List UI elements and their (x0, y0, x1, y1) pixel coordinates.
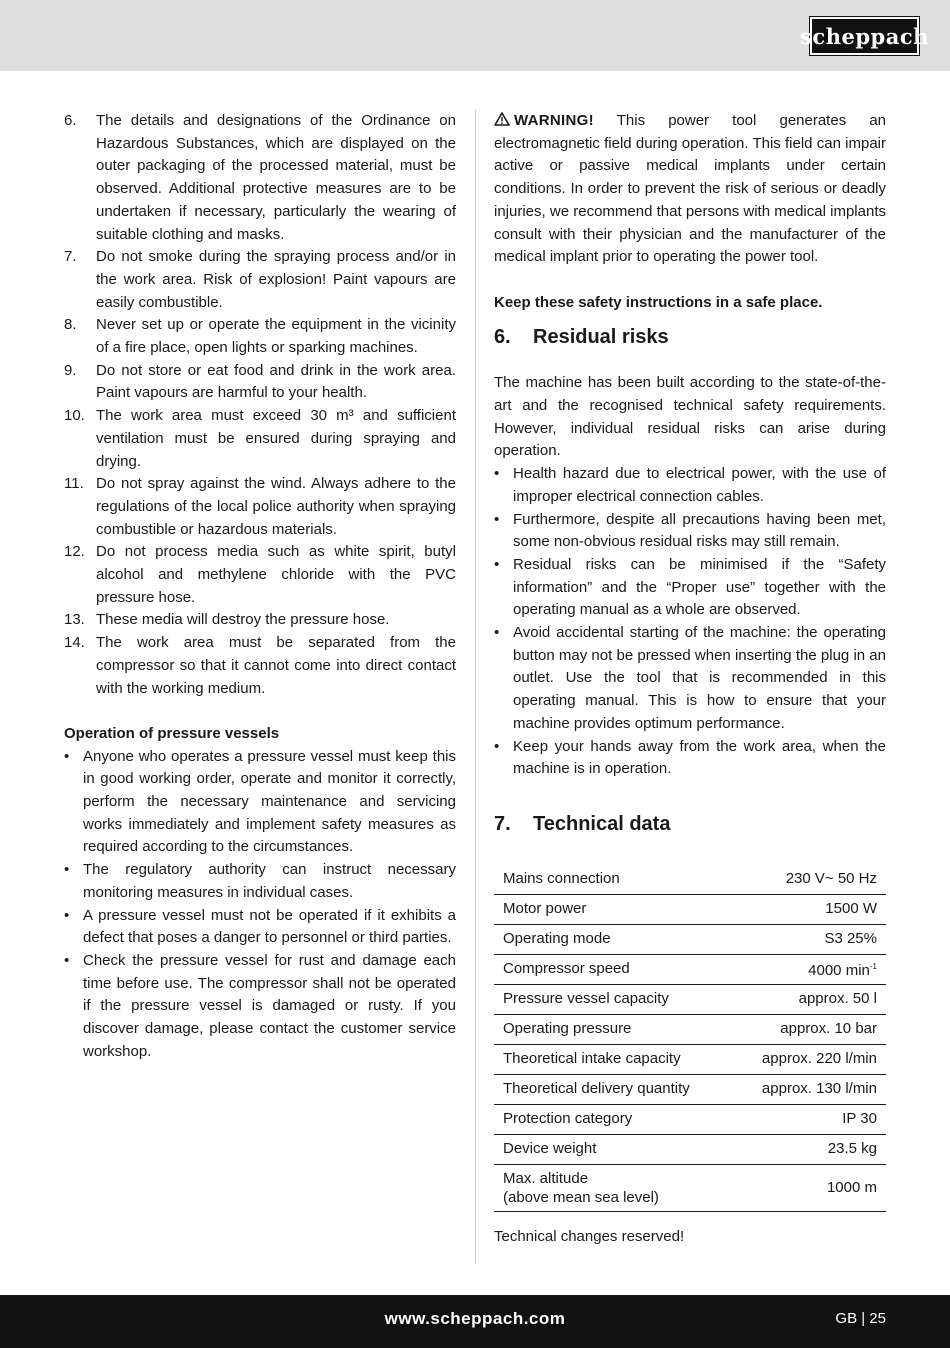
footer-bar (0, 1295, 950, 1348)
list-item (64, 314, 456, 359)
item-text: The details and designations of the Ordinance on Hazardous Substances, which are displayed on the outer packaging of the processed material, must be observed. Additional protective measures are to be undertaken if necessary, particularly the wearing of suitable clothing and masks. (96, 112, 456, 243)
technical-changes-note: Technical changes reserved! (494, 1227, 685, 1245)
item-number: 7. (64, 248, 77, 266)
section-number: 6. (494, 325, 511, 348)
item-number: 10. (64, 407, 85, 425)
right-column (494, 110, 886, 1249)
item-number: 13. (64, 611, 85, 629)
spec-value (732, 1074, 886, 1104)
warning-paragraph (494, 110, 886, 269)
spec-label (494, 1164, 732, 1211)
pressure-vessels-heading: Operation of pressure vessels (64, 724, 280, 742)
spec-value (732, 1014, 886, 1044)
residual-risks-intro: The machine has been built according to the state-of-the-art and the recognised technical safety requirements. However, individual residual risks can arise during operation. (494, 374, 886, 460)
list-item (64, 405, 456, 473)
safety-numbered-list (64, 110, 456, 700)
spec-value-text: approx. 10 bar (780, 1020, 877, 1038)
spec-value-text: S3 25% (824, 930, 877, 948)
residual-risks-list (494, 463, 886, 781)
spec-label: Pressure vessel capacity (494, 984, 732, 1014)
section-number: 7. (494, 812, 511, 835)
spec-value-text: 230 V~ 50 Hz (785, 870, 877, 888)
item-text: Do not process media such as white spirit, butyl alcohol and methylene chloride with the PVC pressure hose. (96, 543, 456, 606)
spec-label: Operating mode (494, 924, 732, 954)
warning-text: This power tool generates an electromagnetic field during operation. This field can impair active or passive medical implants under certain conditions. In order to prevent the risk of serious or deadly injuries, we recommend that persons with medical implants consult with their physician and the manufacturer of the medical implant prior to operating the power tool. (494, 112, 886, 266)
spec-value (732, 1134, 886, 1164)
item-text: Do not smoke during the spraying process and/or in the work area. Risk of explosion! Paint vapours are easily combustible. (96, 248, 456, 311)
left-column (64, 110, 456, 1064)
item-number: 11. (64, 475, 84, 493)
warning-triangle-icon (494, 112, 510, 126)
bullet-text: Check the pressure vessel for rust and damage each time before use. The compressor shall not be operated if the pressure vessel is damaged or rusty. If you discover damage, please contact the customer service workshop. (83, 952, 456, 1060)
spec-value (732, 1104, 886, 1134)
altitude-label-line1: Max. altitude (503, 1169, 589, 1187)
item-number: 14. (64, 634, 85, 652)
item-number: 9. (64, 361, 77, 379)
item-text: The work area must exceed 30 m³ and sufficient ventilation must be ensured during spraying and drying. (96, 407, 456, 470)
bullet-icon: • (494, 624, 500, 642)
table-row (494, 1074, 886, 1104)
spec-label: Theoretical intake capacity (494, 1044, 732, 1074)
keep-instructions-note: Keep these safety instructions in a safe place. (494, 293, 823, 311)
bullet-text: A pressure vessel must not be operated if it exhibits a defect that poses a danger to personnel or third parties. (83, 906, 456, 947)
table-row (494, 1134, 886, 1164)
page-number: GB | 25 (835, 1310, 886, 1327)
spec-value (732, 894, 886, 924)
spec-value-text: 1500 W (825, 900, 877, 918)
list-item (64, 360, 456, 405)
spec-value-text: 23.5 kg (827, 1140, 877, 1158)
website-link[interactable]: www.scheppach.com (384, 1309, 566, 1328)
bullet-icon: • (494, 465, 500, 483)
spec-value (732, 865, 886, 895)
table-row (494, 1104, 886, 1134)
list-item (64, 609, 456, 632)
list-item (64, 632, 456, 700)
spec-label: Protection category (494, 1104, 732, 1134)
spec-value-text: IP 30 (842, 1110, 877, 1128)
list-item (494, 463, 886, 508)
item-number: 6. (64, 112, 77, 129)
item-text: These media will destroy the pressure hose. (96, 611, 390, 629)
bullet-icon: • (494, 510, 500, 528)
spec-value-text: approx. 50 l (798, 990, 877, 1008)
spec-value: 1000 m (732, 1164, 886, 1211)
spec-value-superscript: -1 (869, 962, 877, 972)
table-row (494, 865, 886, 895)
item-number: 8. (64, 316, 77, 334)
spec-label: Operating pressure (494, 1014, 732, 1044)
list-item (64, 905, 456, 950)
column-divider (475, 110, 476, 1264)
spec-label: Device weight (494, 1134, 732, 1164)
table-row (494, 1044, 886, 1074)
bullet-icon: • (494, 555, 500, 573)
list-item (494, 509, 886, 554)
list-item (64, 110, 456, 246)
item-text: Never set up or operate the equipment in the vicinity of a fire place, open lights or sparking machines. (96, 316, 456, 357)
bullet-text: Keep your hands away from the work area, when the machine is in operation. (513, 737, 886, 778)
section-title: Technical data (533, 812, 671, 835)
table-row (494, 1164, 886, 1211)
bullet-icon: • (64, 906, 70, 924)
bullet-text: Health hazard due to electrical power, with the use of improper electrical connection cables. (513, 465, 886, 505)
bullet-icon: • (64, 952, 70, 969)
item-text: The work area must be separated from the compressor so that it cannot come into direct contact with the working medium. (96, 634, 456, 697)
section-title: Residual risks (533, 325, 669, 348)
bullet-text: Residual risks can be minimised if the “Safety information” and the “Proper use” together with the operating manual as a whole are observed. (513, 555, 886, 619)
spec-value (732, 984, 886, 1014)
brand-logo: scheppach (810, 17, 919, 55)
bullet-text: The regulatory authority can instruct necessary monitoring measures in individual cases. (83, 861, 456, 901)
warning-label: WARNING! (514, 112, 594, 129)
spec-value-text: 4000 min (808, 962, 870, 980)
list-item (494, 736, 886, 781)
table-row (494, 954, 886, 984)
bullet-text: Anyone who operates a pressure vessel must keep this in good working order, operate and monitor it correctly, perform the necessary maintenance and servicing works immediately and implement safety measures as required according to the circumstances. (83, 747, 456, 856)
bullet-text: Furthermore, despite all precautions having been met, some non-obvious residual risks may still remain. (513, 510, 886, 551)
table-row (494, 924, 886, 954)
item-text: Do not store or eat food and drink in the work area. Paint vapours are harmful to your health. (96, 361, 456, 402)
bullet-icon: • (494, 737, 500, 755)
spec-label: Motor power (494, 894, 732, 924)
spec-value-text: approx. 130 l/min (761, 1080, 877, 1098)
spec-value (732, 954, 886, 984)
spec-value (732, 1044, 886, 1074)
list-item (494, 622, 886, 736)
spec-label: Mains connection (494, 865, 732, 895)
list-item (64, 859, 456, 904)
spec-label: Compressor speed (494, 954, 732, 984)
item-text: Do not spray against the wind. Always adhere to the regulations of the local police authority when spraying combustible or hazardous materials. (96, 475, 456, 538)
technical-data-heading (494, 801, 886, 847)
list-item (64, 746, 456, 860)
list-item (64, 950, 456, 1064)
bullet-text: Avoid accidental starting of the machine: the operating button may not be pressed when inserting the plug in an outlet. Use the tool that is recommended in this operating manual. This is how to ensure that your machine provides optimum performance. (513, 624, 886, 732)
bullet-icon: • (64, 747, 70, 765)
table-row (494, 984, 886, 1014)
table-row (494, 1014, 886, 1044)
bullet-icon: • (64, 861, 70, 879)
list-item (494, 554, 886, 622)
spec-value (732, 924, 886, 954)
list-item (64, 473, 456, 541)
table-row (494, 894, 886, 924)
item-number: 12. (64, 543, 85, 561)
pressure-vessels-list (64, 746, 456, 1064)
list-item (64, 246, 456, 314)
technical-data-table (494, 865, 886, 1212)
altitude-label-line2: (above mean sea level) (503, 1188, 659, 1206)
residual-risks-heading (494, 314, 886, 360)
list-item (64, 541, 456, 609)
spec-label: Theoretical delivery quantity (494, 1074, 732, 1104)
spec-value-text: approx. 220 l/min (761, 1050, 877, 1068)
